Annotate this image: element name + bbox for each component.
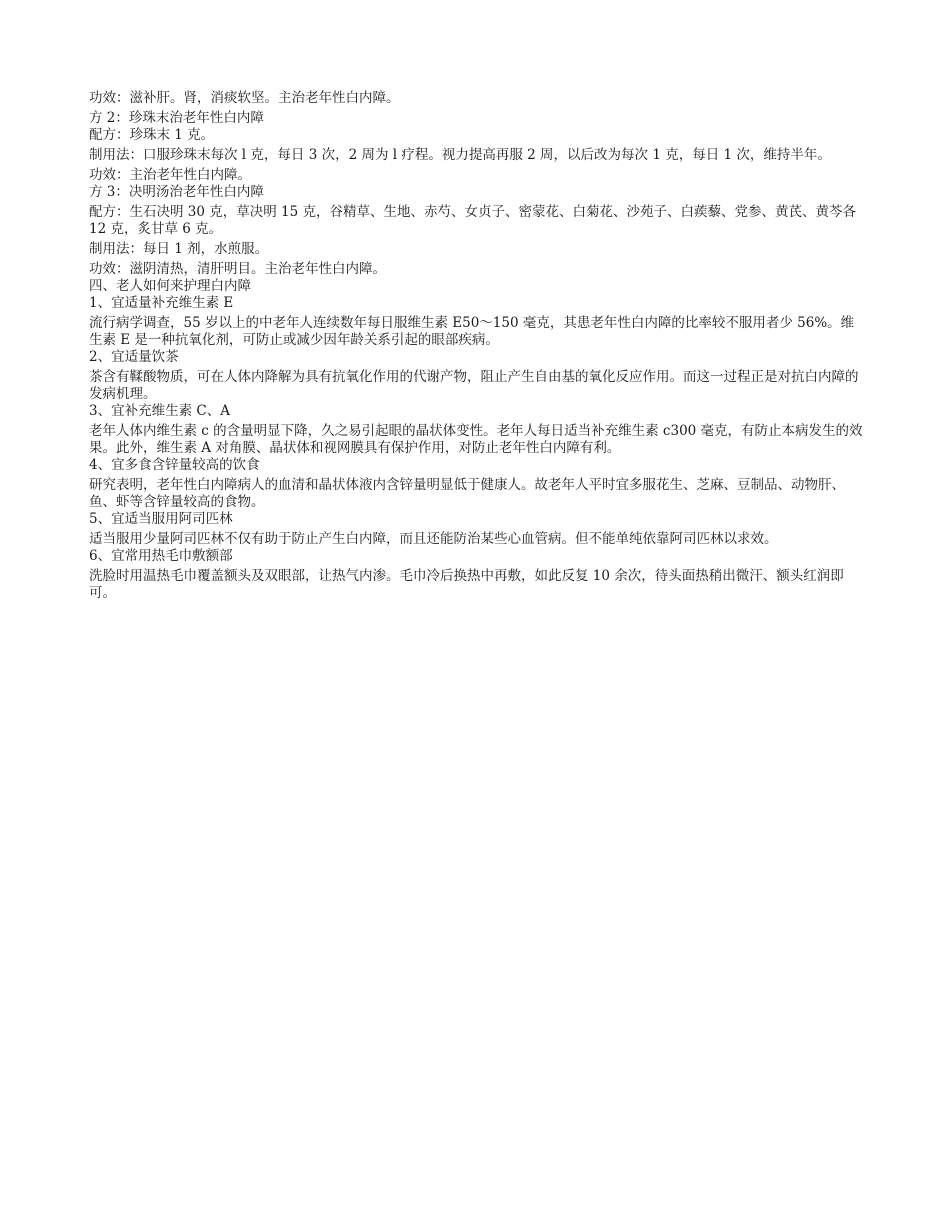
paragraph-usage-2: 制用法：口服珍珠末每次 l 克，每日 3 次，2 周为 l 疗程。视力提高再服 2 周，以后改为每次 1 克，每日 1 次，维持半年。 bbox=[89, 147, 831, 163]
subheading-hot-towel: 6、宜常用热毛巾敷额部 bbox=[89, 548, 233, 564]
heading-recipe-2: 方 2：珍珠末治老年性白内障 bbox=[89, 110, 264, 126]
paragraph-efficacy-1: 功效：滋补肝。肾，消痰软坚。主治老年性白内障。 bbox=[89, 90, 400, 106]
paragraph-vitamin-ca: 老年人体内维生素 c 的含量明显下降，久之易引起眼的晶状体变性。老年人每日适当补充维生素 c300 毫克，有防止本病发生的效果。此外，维生素 A 对角膜、晶状体和视网膜具有保护作用，对防止老年性白内障有利。 bbox=[89, 423, 863, 456]
paragraph-usage-3: 制用法：每日 1 剂，水煎服。 bbox=[89, 241, 269, 257]
paragraph-efficacy-2: 功效：主治老年性白内障。 bbox=[89, 167, 251, 183]
paragraph-zinc: 研究表明，老年性白内障病人的血清和晶状体液内含锌量明显低于健康人。故老年人平时宜多服花生、芝麻、豆制品、动物肝、鱼、虾等含锌量较高的食物。 bbox=[89, 477, 845, 510]
paragraph-aspirin: 适当服用少量阿司匹林不仅有助于防止产生白内障，而且还能防治某些心血管病。但不能单纯依靠阿司匹林以求效。 bbox=[89, 531, 778, 547]
subheading-zinc: 4、宜多食含锌量较高的饮食 bbox=[89, 457, 260, 473]
subheading-tea: 2、宜适量饮茶 bbox=[89, 349, 179, 365]
paragraph-hot-towel: 洗脸时用温热毛巾覆盖额头及双眼部，让热气内渗。毛巾冷后换热中再敷，如此反复 10 余次，待头面热稍出微汗、额头红润即可。 bbox=[89, 568, 844, 601]
paragraph-tea: 茶含有鞣酸物质，可在人体内降解为具有抗氧化作用的代谢产物，阻止产生自由基的氧化反应作用。而这一过程正是对抗白内障的发病机理。 bbox=[89, 369, 859, 402]
document-body bbox=[89, 90, 867, 602]
paragraph-formula-3: 配方：生石决明 30 克，草决明 15 克，谷精草、生地、赤芍、女贞子、密蒙花、白菊花、沙苑子、白蒺藜、党参、黄芪、黄芩各 12 克，炙甘草 6 克。 bbox=[89, 204, 857, 237]
paragraph-efficacy-3: 功效：滋阴清热，清肝明目。主治老年性白内障。 bbox=[89, 261, 386, 277]
paragraph-formula-2: 配方：珍珠末 1 克。 bbox=[89, 127, 215, 143]
paragraph-vitamin-e: 流行病学调查，55 岁以上的中老年人连续数年每日服维生素 E50～150 毫克，其患老年性白内障的比率较不服用者少 56%。维生素 E 是一种抗氧化剂，可防止或减少因年龄关系引起的眼部疾病。 bbox=[89, 315, 855, 348]
subheading-vitamin-ca: 3、宜补充维生素 C、A bbox=[89, 403, 230, 419]
subheading-vitamin-e: 1、宜适量补充维生素 E bbox=[89, 295, 234, 311]
subheading-aspirin: 5、宜适当服用阿司匹林 bbox=[89, 511, 233, 527]
section-heading-care: 四、老人如何来护理白内障 bbox=[89, 278, 251, 294]
heading-recipe-3: 方 3：决明汤治老年性白内障 bbox=[89, 184, 264, 200]
